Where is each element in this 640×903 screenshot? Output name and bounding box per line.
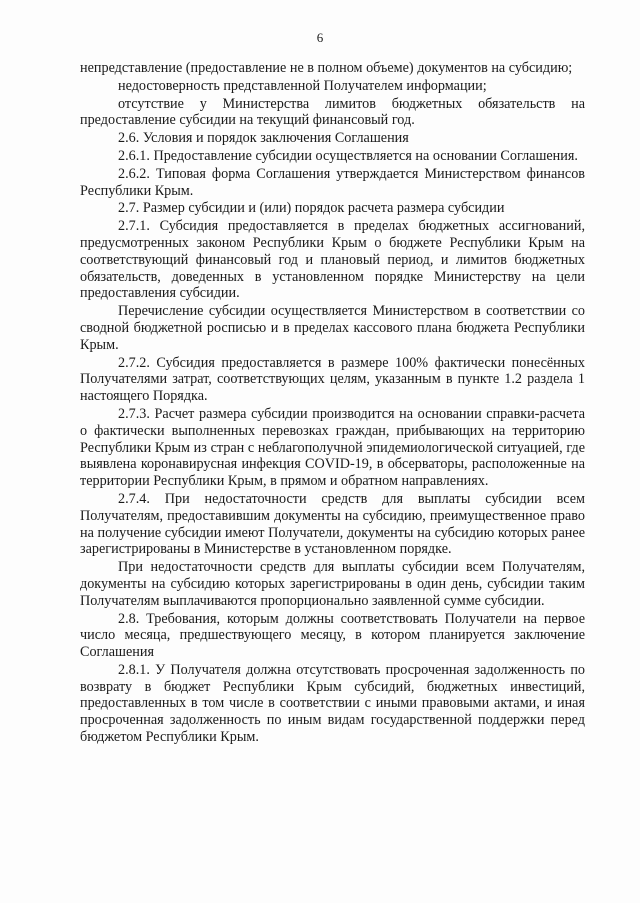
paragraph: 2.7.2. Субсидия предоставляется в размере 100% фактически понесённых Получателями затрат, соответствующих целям, указанным в пункте 1.2 раздела 1 настоящего Порядка.: [80, 354, 585, 405]
paragraph: 2.6.1. Предоставление субсидии осуществляется на основании Соглашения.: [118, 147, 578, 164]
paragraph: При недостаточности средств для выплаты субсидии всем Получателям, документы на субсидию которых зарегистрированы в один день, субсидии таким Получателям выплачиваются пропорционально заявленной сумме субсидии.: [80, 559, 585, 609]
paragraph: 2.8.1. У Получателя должна отсутствовать просроченная задолженность по возврату в бюджет Республики Крым субсидий, бюджетных инвестиций, предоставленных в том числе в соответствии с иными правовыми актами, и иная просроченная задолженность по иным видам государственной поддержки перед бюджетом Республики Крым.: [80, 661, 585, 746]
paragraph: отсутствие у Министерства лимитов бюджетных обязательств на предоставление субсидии на текущий финансовый год.: [80, 95, 585, 129]
paragraph: 2.7.4. При недостаточности средств для выплаты субсидии всем Получателям, предоставившим документы на субсидию, преимущественное право на получение субсидии имеют Получатели, документы на субсидию которых ранее зарегистрированы в Министерстве в установленном порядке.: [80, 490, 585, 558]
page-number: 6: [316, 30, 324, 45]
paragraph: недостоверность представленной Получателем информации;: [118, 77, 487, 94]
paragraph: 2.8. Требования, которым должны соответствовать Получатели на первое число месяца, предшествующего месяцу, в котором планируется заключение Соглашения: [80, 610, 585, 661]
paragraph: непредставление (предоставление не в полном объеме) документов на субсидию;: [80, 60, 573, 76]
paragraph: 2.7. Размер субсидии и (или) порядок расчета размера субсидии: [118, 200, 505, 217]
paragraph: 2.6.2. Типовая форма Соглашения утверждается Министерством финансов Республики Крым.: [80, 165, 585, 199]
paragraph: 2.6. Условия и порядок заключения Соглашения: [118, 130, 409, 147]
paragraph: Перечисление субсидии осуществляется Министерством в соответствии со сводной бюджетной росписью и в пределах кассового плана бюджета Республики Крым.: [80, 303, 585, 353]
document-body: [80, 60, 585, 747]
paragraph: 2.7.3. Расчет размера субсидии производится на основании справки-расчета о фактически выполненных перевозках граждан, прибывающих на территорию Республики Крым из стран с неблагополучной эпидемиологической ситуацией, где выявлена коронавирусная инфекция COVID-19, в обсерваторы, расположенные на территории Республики Крым, в прямом и обратном направлениях.: [80, 405, 585, 490]
paragraph: 2.7.1. Субсидия предоставляется в пределах бюджетных ассигнований, предусмотренных законом Республики Крым о бюджете Республики Крым на соответствующий финансовый год и плановый период, и лимитов бюджетных обязательств, доведенных в установленном порядке Министерству на цели предоставления субсидии.: [80, 218, 585, 302]
